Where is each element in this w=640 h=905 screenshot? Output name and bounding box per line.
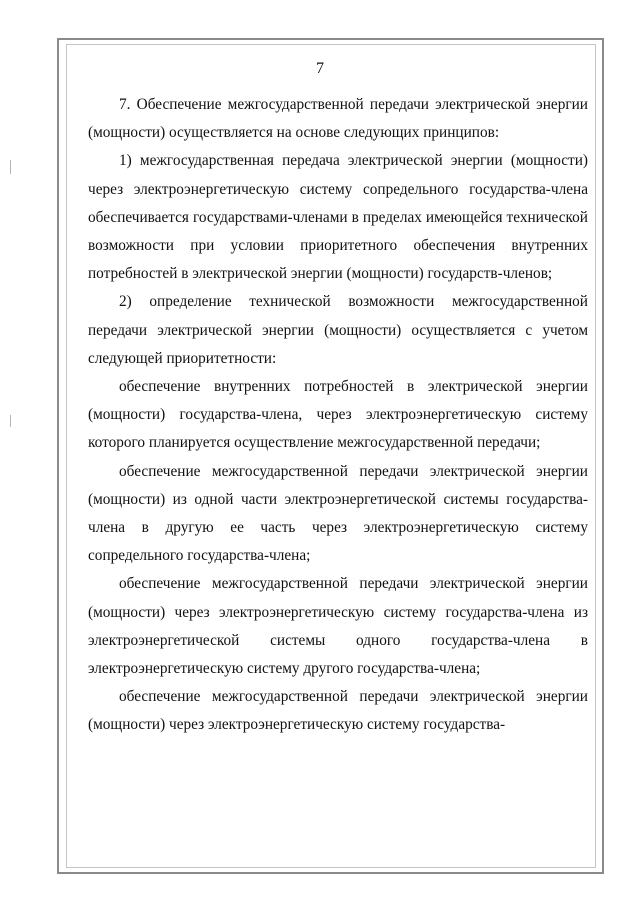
paragraph-priority-4: обеспечение межгосударственной передачи электрической энергии (мощности) через электроэнергетическую систему государства- bbox=[88, 688, 588, 734]
paragraph-clause-7: 7. Обеспечение межгосударственной передачи электрической энергии (мощности) осуществляется на основе следующих принципов: bbox=[88, 96, 588, 142]
paragraph-priority-1: обеспечение внутренних потребностей в электрической энергии (мощности) государства-члена, через электроэнергетическую систему которого планируется осуществление межгосударственной передачи; bbox=[88, 378, 588, 452]
page-number: 7 bbox=[316, 60, 324, 77]
document-body bbox=[88, 91, 588, 740]
scan-artifact bbox=[10, 160, 11, 174]
paragraph-priority-2: обеспечение межгосударственной передачи электрической энергии (мощности) из одной части электроэнергетической системы государства-члена в другую ее часть через электроэнергетическую систему сопредельного государства-члена; bbox=[88, 462, 588, 565]
paragraph-priority-3: обеспечение межгосударственной передачи электрической энергии (мощности) через электроэнергетическую систему государства-члена из электроэнергетической системы одного государства-члена в электроэнергетическую систему другого государства-члена; bbox=[88, 575, 588, 678]
paragraph-item-1: 1) межгосударственная передача электрической энергии (мощности) через электроэнергетическую систему сопредельного государства-члена обеспечивается государствами-членами в пределах имеющейся технической возможности при условии приоритетного обеспечения внутренних потребностей в электрической энергии (мощности) государств-членов; bbox=[88, 152, 588, 283]
scan-artifact bbox=[10, 415, 11, 427]
paragraph-item-2: 2) определение технической возможности межгосударственной передачи электрической энергии (мощности) осуществляется с учетом следующей приоритетности: bbox=[88, 293, 588, 367]
